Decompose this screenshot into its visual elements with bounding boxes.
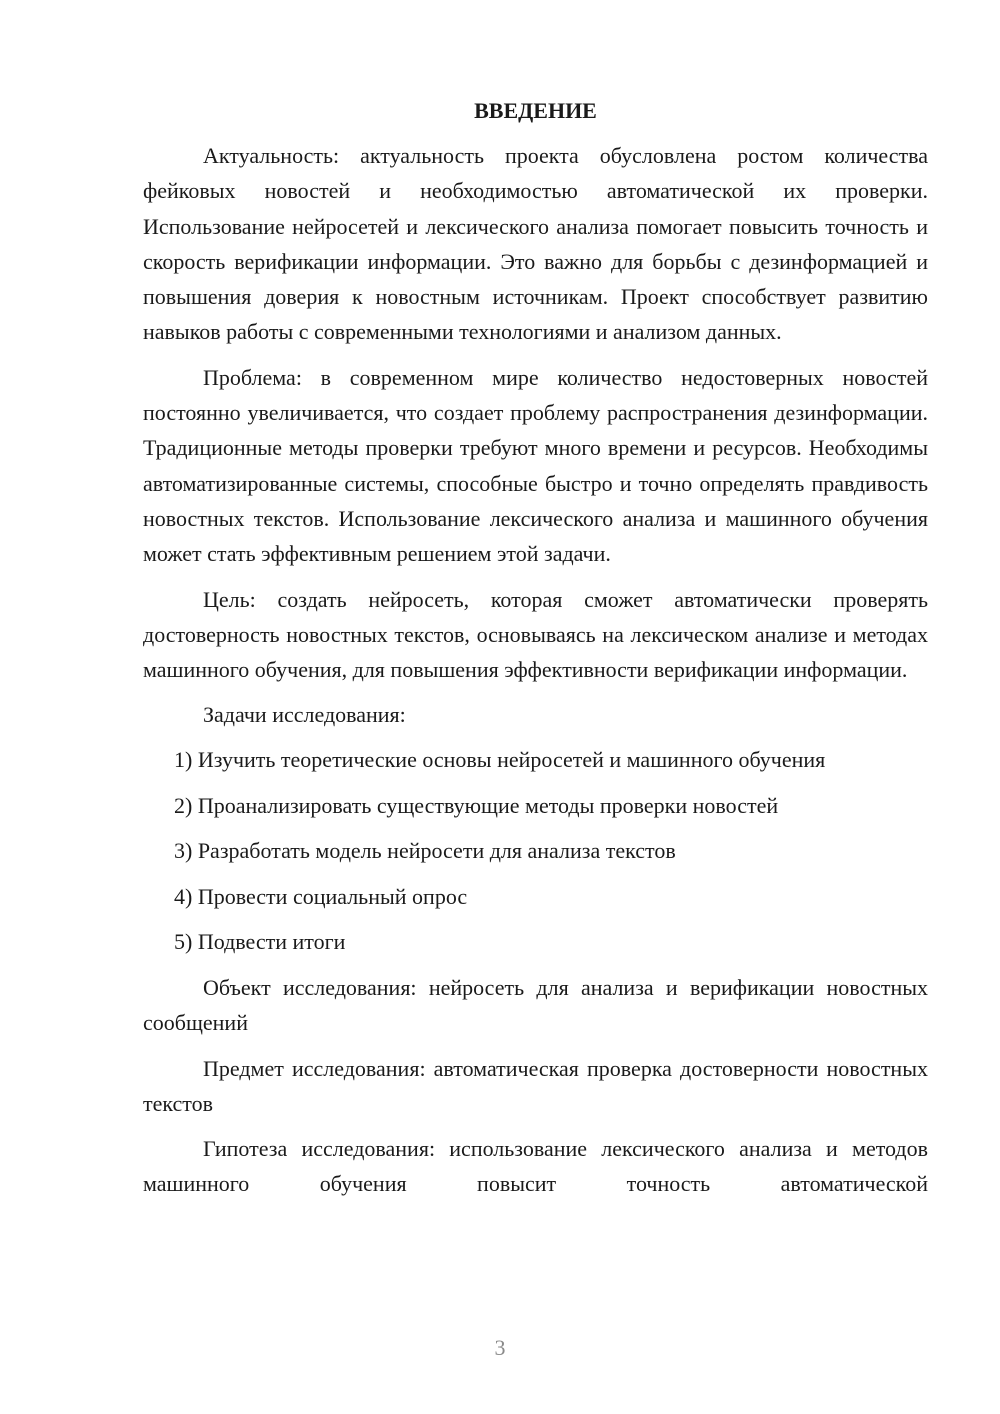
task-item-2: 2) Проанализировать существующие методы проверки новостей	[174, 792, 779, 818]
subject-paragraph: Предмет исследования: автоматическая проверка достоверности новостных текстов	[143, 1055, 928, 1116]
goal-paragraph: Цель: создать нейросеть, которая сможет автоматически проверять достоверность новостных текстов, основываясь на лексическом анализе и методах машинного обучения, для повышения эффективности верификации информации.	[143, 586, 928, 683]
task-item-4: 4) Провести социальный опрос	[174, 883, 468, 909]
tasks-heading: Задачи исследования:	[203, 702, 406, 728]
document-page	[143, 96, 928, 1212]
tasks-list	[143, 742, 928, 959]
task-item-1: 1) Изучить теоретические основы нейросетей и машинного обучения	[174, 747, 826, 773]
task-item-5: 5) Подвести итоги	[174, 929, 346, 955]
problem-paragraph: Проблема: в современном мире количество недостоверных новостей постоянно увеличивается, что создает проблему распространения дезинформации. Традиционные методы проверки требуют много времени и ресурсов. Необходимы автоматизированные системы, способные быстро и точно определять правдивость новостных текстов. Использование лексического анализа и машинного обучения может стать эффективным решением этой задачи.	[143, 364, 928, 567]
page-number: 3	[494, 1335, 506, 1360]
relevance-paragraph: Актуальность: актуальность проекта обусловлена ростом количества фейковых новостей и необходимостью автоматической их проверки. Использование нейросетей и лексического анализа помогает повысить точность и скорость верификации информации. Это важно для борьбы с дезинформацией и повышения доверия к новостным источникам. Проект способствует развитию навыков работы с современными технологиями и анализом данных.	[143, 143, 928, 345]
hypothesis-paragraph: Гипотеза исследования: использование лексического анализа и методов машинного обучения повысит точность автоматической	[143, 1136, 928, 1197]
section-title: ВВЕДЕНИЕ	[474, 98, 597, 123]
object-paragraph: Объект исследования: нейросеть для анализа и верификации новостных сообщений	[143, 974, 928, 1036]
task-item-3: 3) Разработать модель нейросети для анализа текстов	[174, 838, 676, 864]
